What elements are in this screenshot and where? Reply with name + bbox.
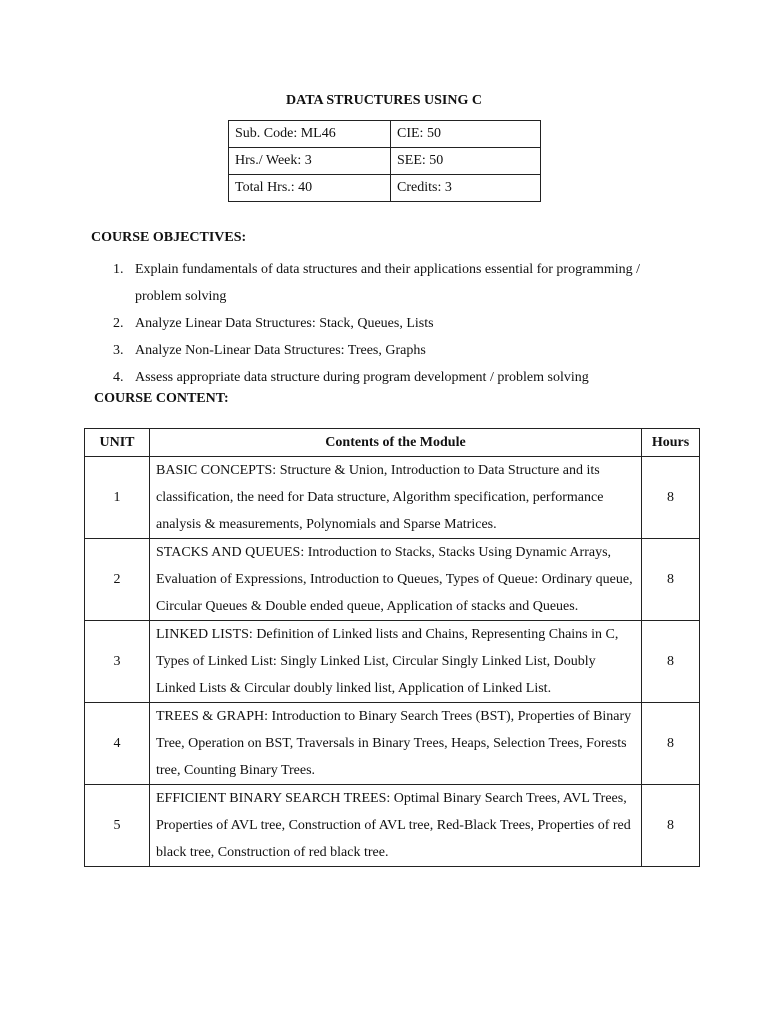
total-hours-cell: Total Hrs.: 40 xyxy=(229,175,391,202)
unit-cell: 5 xyxy=(85,785,150,867)
credits-cell: Credits: 3 xyxy=(391,175,541,202)
table-row xyxy=(85,457,700,539)
item-number: 2. xyxy=(113,316,124,331)
content-cell: BASIC CONCEPTS: Structure & Union, Introduction to Data Structure and its classification, the need for Data structure, Algorithm specification, performance analysis & measurements, Polynomials and Sparse Matrices. xyxy=(150,457,642,539)
item-text: Explain fundamentals of data structures and their applications essential for programming / problem solving xyxy=(135,262,641,304)
item-number: 3. xyxy=(113,343,124,358)
unit-header: UNIT xyxy=(85,429,150,457)
content-cell: STACKS AND QUEUES: Introduction to Stacks, Stacks Using Dynamic Arrays, Evaluation of Expressions, Introduction to Queues, Types of Queue: Ordinary queue, Circular Queues & Double ended queue, Application of stacks and Queues. xyxy=(150,539,642,621)
list-item xyxy=(110,256,690,310)
hours-cell: 8 xyxy=(642,621,700,703)
hours-header: Hours xyxy=(642,429,700,457)
hours-cell: 8 xyxy=(642,457,700,539)
item-text: Analyze Non-Linear Data Structures: Trees, Graphs xyxy=(135,343,426,358)
table-row xyxy=(85,621,700,703)
info-row xyxy=(229,148,541,175)
content-cell: EFFICIENT BINARY SEARCH TREES: Optimal Binary Search Trees, AVL Trees, Properties of AVL tree, Construction of AVL tree, Red-Black Trees, Properties of red black tree, Construction of red black tree. xyxy=(150,785,642,867)
see-cell: SEE: 50 xyxy=(391,148,541,175)
item-text: Assess appropriate data structure during program development / problem solving xyxy=(135,370,589,385)
hours-cell: 8 xyxy=(642,539,700,621)
hours-cell: 8 xyxy=(642,785,700,867)
table-row xyxy=(85,539,700,621)
item-number: 4. xyxy=(113,370,124,385)
unit-cell: 3 xyxy=(85,621,150,703)
content-heading: COURSE CONTENT: xyxy=(94,391,229,406)
course-info-table xyxy=(228,120,541,202)
item-text: Analyze Linear Data Structures: Stack, Queues, Lists xyxy=(135,316,434,331)
unit-cell: 4 xyxy=(85,703,150,785)
list-item xyxy=(110,310,690,337)
objectives-heading: COURSE OBJECTIVES: xyxy=(91,230,247,245)
contents-header: Contents of the Module xyxy=(150,429,642,457)
cie-cell: CIE: 50 xyxy=(391,121,541,148)
sub-code-cell: Sub. Code: ML46 xyxy=(229,121,391,148)
table-row xyxy=(85,703,700,785)
content-cell: TREES & GRAPH: Introduction to Binary Search Trees (BST), Properties of Binary Tree, Operation on BST, Traversals in Binary Trees, Heaps, Selection Trees, Forests tree, Counting Binary Trees. xyxy=(150,703,642,785)
hours-per-week-cell: Hrs./ Week: 3 xyxy=(229,148,391,175)
table-header-row xyxy=(85,429,700,457)
hours-cell: 8 xyxy=(642,703,700,785)
item-number: 1. xyxy=(113,262,124,277)
list-item xyxy=(110,337,690,364)
modules-table xyxy=(84,428,700,867)
objectives-list xyxy=(110,256,690,391)
unit-cell: 2 xyxy=(85,539,150,621)
info-row xyxy=(229,175,541,202)
content-cell: LINKED LISTS: Definition of Linked lists and Chains, Representing Chains in C, Types of Linked List: Singly Linked List, Circular Singly Linked List, Doubly Linked Lists & Circular doubly linked list, Application of Linked List. xyxy=(150,621,642,703)
list-item xyxy=(110,364,690,391)
unit-cell: 1 xyxy=(85,457,150,539)
document-title: DATA STRUCTURES USING C xyxy=(286,93,482,108)
info-row xyxy=(229,121,541,148)
table-row xyxy=(85,785,700,867)
